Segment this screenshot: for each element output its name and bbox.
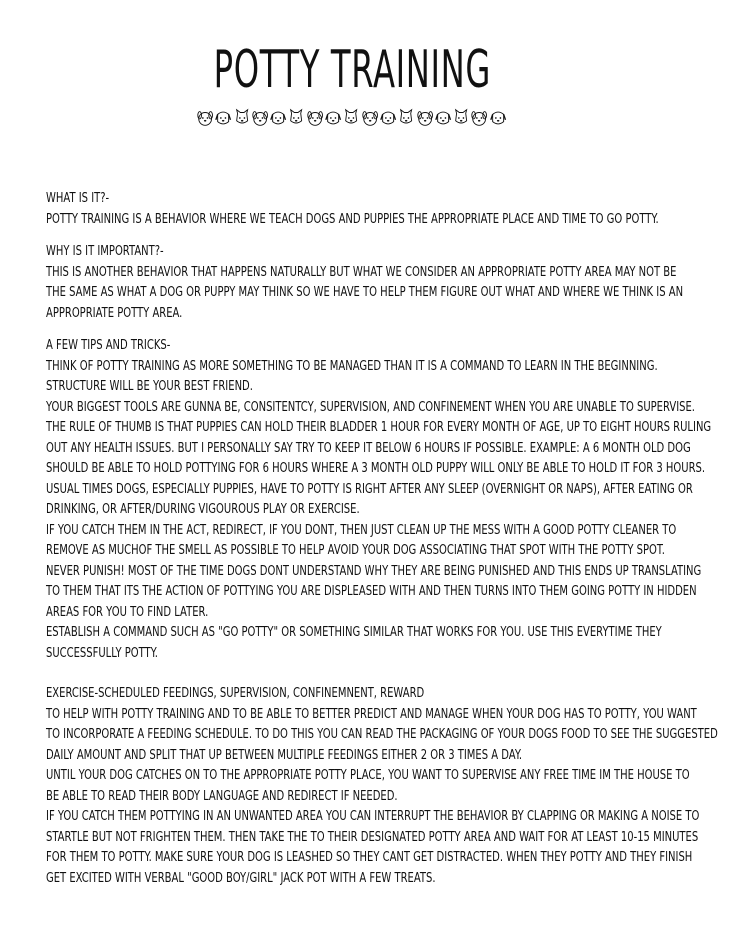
body-line: IF YOU CATCH THEM POTTYING IN AN UNWANTED AREA YOU CAN INTERRUPT THE BEHAVIOR BY CLAPPING OR MAKING A NOISE TO [46, 808, 700, 824]
body-line: THIS IS ANOTHER BEHAVIOR THAT HAPPENS NATURALLY BUT WHAT WE CONSIDER AN APPROPRIATE POTTY AREA MAY NOT BE [46, 263, 677, 280]
page-title: POTTY TRAINING [213, 40, 491, 100]
body-line: NEVER PUNISH! MOST OF THE TIME DOGS DONT UNDERSTAND WHY THEY ARE BEING PUNISHED AND THIS ENDS UP TRANSLATING [46, 562, 702, 579]
dog-face-border [196, 108, 508, 128]
body-line: APPROPRIATE POTTY AREA. [46, 304, 183, 321]
body-line: USUAL TIMES DOGS, ESPECIALLY PUPPIES, HAVE TO POTTY IS RIGHT AFTER ANY SLEEP (OVERNIGHT OR NAPS), AFTER EATING OR [46, 480, 693, 497]
section-heading: A FEW TIPS AND TRICKS- [46, 337, 171, 353]
body-line: AREAS FOR YOU TO FIND LATER. [46, 603, 209, 620]
body-line: TO INCORPORATE A FEEDING SCHEDULE. TO DO THIS YOU CAN READ THE PACKAGING OF YOUR DOGS FOOD TO SEE THE SUGGESTED [46, 726, 718, 742]
body-line: UNTIL YOUR DOG CATCHES ON TO THE APPROPRIATE POTTY PLACE, YOU WANT TO SUPERVISE ANY FREE TIME IM THE HOUSE TO [46, 767, 690, 783]
dog-face-icon [342, 108, 360, 128]
body-line: STARTLE BUT NOT FRIGHTEN THEM. THEN TAKE THE TO THEIR DESIGNATED POTTY AREA AND WAIT FOR AT LEAST 10-15 MINUTES [46, 828, 699, 845]
section-why-important [46, 241, 686, 323]
section-heading: WHAT IS IT?- [46, 190, 110, 206]
body-line: SHOULD BE ABLE TO HOLD POTTYING FOR 6 HOURS WHERE A 3 MONTH OLD PUPPY WILL ONLY BE ABLE TO HOLD IT FOR 3 HOURS. [46, 460, 706, 476]
dog-face-icon [196, 108, 214, 128]
body-line: IF YOU CATCH THEM IN THE ACT, REDIRECT, IF YOU DONT, THEN JUST CLEAN UP THE MESS WITH A GOOD POTTY CLEANER TO [46, 521, 677, 538]
body-line: TO THEM THAT ITS THE ACTION OF POTTYING YOU ARE DISPLEASED WITH AND THEN TURNS INTO THEM GOING POTTY IN HIDDEN [46, 583, 697, 599]
dog-face-icon [470, 108, 488, 128]
section-tips-and-tricks [46, 335, 712, 663]
dog-face-icon [269, 108, 287, 128]
dog-face-icon [251, 108, 269, 128]
body-line: STRUCTURE WILL BE YOUR BEST FRIEND. [46, 378, 253, 394]
dog-face-icon [306, 108, 324, 128]
dog-face-icon [489, 108, 507, 128]
body-line: YOUR BIGGEST TOOLS ARE GUNNA BE, CONSITENTCY, SUPERVISION, AND CONFINEMENT WHEN YOU ARE UNABLE TO SUPERVISE. [46, 398, 695, 415]
body-line: TO HELP WITH POTTY TRAINING AND TO BE ABLE TO BETTER PREDICT AND MANAGE WHEN YOUR DOG HAS TO POTTY, YOU WANT [46, 705, 697, 722]
section-exercise [46, 683, 718, 888]
body-line: THE SAME AS WHAT A DOG OR PUPPY MAY THINK SO WE HAVE TO HELP THEM FIGURE OUT WHAT AND WHERE WE THINK IS AN [46, 284, 684, 300]
body-line: OUT ANY HEALTH ISSUES. BUT I PERSONALLY SAY TRY TO KEEP IT BELOW 6 HOURS IF POSSIBLE. EXAMPLE: A 6 MONTH OLD DOG [46, 439, 691, 456]
section-what-is-it [46, 188, 686, 229]
body-line: DRINKING, OR AFTER/DURING VIGOUROUS PLAY OR EXERCISE. [46, 501, 360, 517]
body-line: THINK OF POTTY TRAINING AS MORE SOMETHING TO BE MANAGED THAN IT IS A COMMAND TO LEARN IN THE BEGINNING. [46, 357, 658, 374]
dog-face-icon [287, 108, 305, 128]
dog-face-icon [397, 108, 415, 128]
body-line: REMOVE AS MUCHOF THE SMELL AS POSSIBLE TO HELP AVOID YOUR DOG ASSOCIATING THAT SPOT WITH THE POTTY SPOT. [46, 542, 665, 558]
dog-face-icon [324, 108, 342, 128]
dog-face-icon [214, 108, 232, 128]
document-body [46, 188, 718, 888]
body-line: THE RULE OF THUMB IS THAT PUPPIES CAN HOLD THEIR BLADDER 1 HOUR FOR EVERY MONTH OF AGE, UP TO EIGHT HOURS RULING [46, 419, 712, 435]
section-heading: WHY IS IT IMPORTANT?- [46, 243, 164, 259]
body-line: POTTY TRAINING IS A BEHAVIOR WHERE WE TEACH DOGS AND PUPPIES THE APPROPRIATE PLACE AND TIME TO GO POTTY. [46, 210, 659, 227]
body-line: FOR THEM TO POTTY. MAKE SURE YOUR DOG IS LEASHED SO THEY CANT GET DISTRACTED. WHEN THEY POTTY AND THEY FINISH [46, 849, 693, 865]
body-line: SUCCESSFULLY POTTY. [46, 644, 158, 661]
dog-face-icon [361, 108, 379, 128]
dog-face-icon [379, 108, 397, 128]
dog-face-icon [452, 108, 470, 128]
body-line: ESTABLISH A COMMAND SUCH AS "GO POTTY" OR SOMETHING SIMILAR THAT WORKS FOR YOU. USE THIS EVERYTIME THEY [46, 624, 662, 640]
dog-face-icon [434, 108, 452, 128]
dog-face-icon [416, 108, 434, 128]
body-line: GET EXCITED WITH VERBAL "GOOD BOY/GIRL" JACK POT WITH A FEW TREATS. [46, 869, 436, 886]
dog-face-icon [233, 108, 251, 128]
body-line: DAILY AMOUNT AND SPLIT THAT UP BETWEEN MULTIPLE FEEDINGS EITHER 2 OR 3 TIMES A DAY. [46, 746, 523, 763]
section-heading: EXERCISE-SCHEDULED FEEDINGS, SUPERVISION, CONFINEMNENT, REWARD [46, 685, 425, 701]
body-line: BE ABLE TO READ THEIR BODY LANGUAGE AND REDIRECT IF NEEDED. [46, 787, 398, 804]
